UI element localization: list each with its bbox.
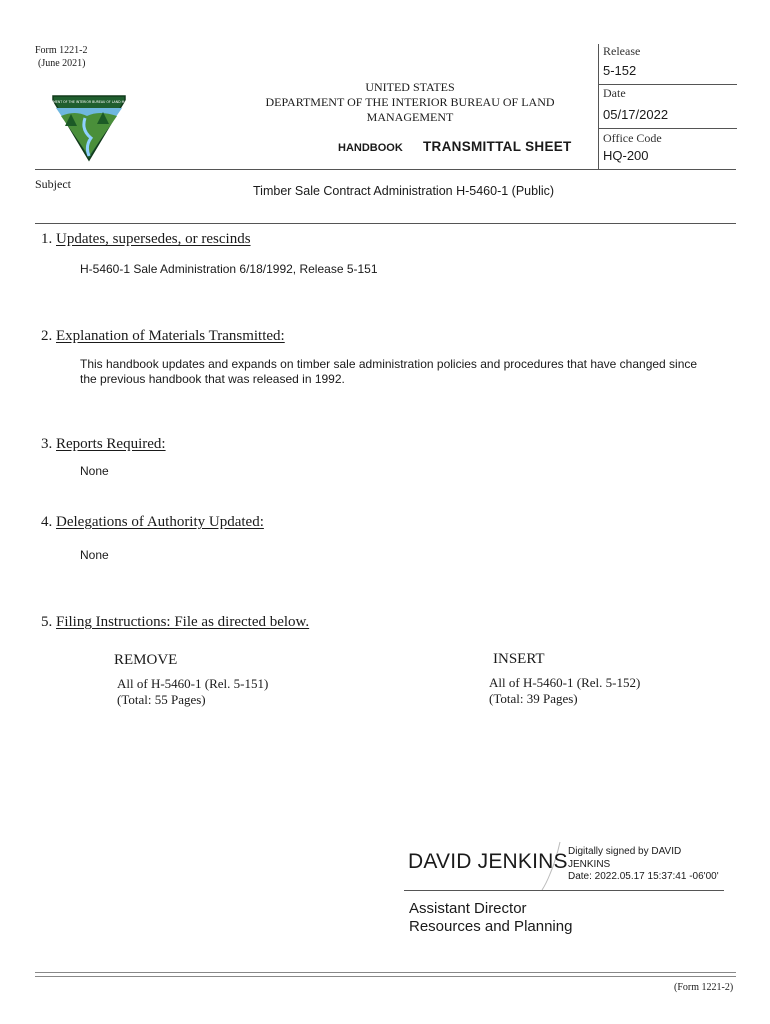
section-2-number: 2. — [41, 328, 53, 344]
release-label: Release — [603, 44, 641, 58]
digital-signature-line-2: JENKINS — [568, 858, 611, 870]
remove-line-2: (Total: 55 Pages) — [117, 692, 206, 707]
section-2-title: Explanation of Materials Transmitted: — [56, 328, 285, 344]
remove-line-1: All of H-5460-1 (Rel. 5-151) — [117, 676, 269, 691]
section-1-body: H-5460-1 Sale Administration 6/18/1992, Release 5-151 — [80, 262, 378, 276]
section-1-number: 1. — [41, 231, 53, 247]
section-2-body-line-2: the previous handbook that was released in 1992. — [80, 372, 345, 386]
form-number: Form 1221-2 — [35, 45, 88, 56]
section-1-heading — [41, 231, 251, 248]
office-code-value: HQ-200 — [603, 148, 649, 163]
header-divider — [35, 169, 736, 170]
agency-heading — [255, 80, 565, 125]
form-revision-date: (June 2021) — [38, 58, 86, 69]
doc-type-handbook: HANDBOOK — [338, 142, 403, 154]
insert-line-1: All of H-5460-1 (Rel. 5-152) — [489, 675, 641, 690]
signer-title — [409, 900, 572, 936]
date-label: Date — [603, 86, 626, 100]
date-value: 05/17/2022 — [603, 107, 669, 122]
signer-name: DAVID JENKINS — [408, 850, 568, 873]
section-2-heading — [41, 328, 285, 345]
insert-line-2: (Total: 39 Pages) — [489, 691, 578, 706]
footer-rule-1 — [35, 972, 736, 973]
section-2-body-line-1: This handbook updates and expands on timber sale administration policies and procedures that have changed since — [80, 357, 698, 371]
office-code-label: Office Code — [603, 131, 662, 145]
section-5-title: Filing Instructions: File as directed below. — [56, 614, 310, 630]
release-value: 5-152 — [603, 63, 637, 78]
office-cell — [599, 129, 737, 169]
signer-title-line-2: Resources and Planning — [409, 918, 573, 935]
digital-signature-date: Date: 2022.05.17 15:37:41 -06'00' — [568, 871, 719, 882]
agency-line-3: MANAGEMENT — [366, 110, 454, 124]
release-cell — [599, 44, 737, 85]
signature-line — [404, 890, 724, 891]
section-4-number: 4. — [41, 514, 53, 530]
section-3-heading — [41, 436, 166, 453]
section-4-heading — [41, 514, 264, 531]
blm-logo — [33, 94, 145, 162]
digital-signature-info — [568, 846, 719, 884]
signer-title-line-1: Assistant Director — [409, 900, 527, 917]
subject-value: Timber Sale Contract Administration H-5460-1 (Public) — [253, 184, 555, 198]
doc-type-title: TRANSMITTAL SHEET — [423, 139, 572, 154]
section-4-title: Delegations of Authority Updated: — [56, 514, 264, 530]
agency-line-2: DEPARTMENT OF THE INTERIOR BUREAU OF LAND — [265, 95, 555, 109]
section-1-title: Updates, supersedes, or rescinds — [56, 231, 251, 247]
release-info-box — [598, 44, 737, 170]
section-5-number: 5. — [41, 614, 53, 630]
footer-form-number: (Form 1221-2) — [674, 982, 734, 993]
agency-line-1: UNITED STATES — [365, 80, 455, 94]
logo-arc-text: U.S. DEPARTMENT OF THE INTERIOR BUREAU OF LAND MANAGEMENT — [33, 100, 145, 104]
digital-signature-line-1: Digitally signed by DAVID — [568, 846, 682, 857]
remove-heading: REMOVE — [114, 652, 178, 668]
subject-label: Subject — [35, 177, 71, 191]
section-5-heading — [41, 614, 309, 631]
section-3-title: Reports Required: — [56, 436, 166, 452]
subject-divider — [35, 223, 736, 224]
section-4-body: None — [80, 548, 109, 562]
section-3-number: 3. — [41, 436, 53, 452]
insert-heading: INSERT — [493, 651, 545, 667]
footer-rule-2 — [35, 976, 736, 977]
date-cell — [599, 85, 737, 129]
section-3-body: None — [80, 464, 109, 478]
